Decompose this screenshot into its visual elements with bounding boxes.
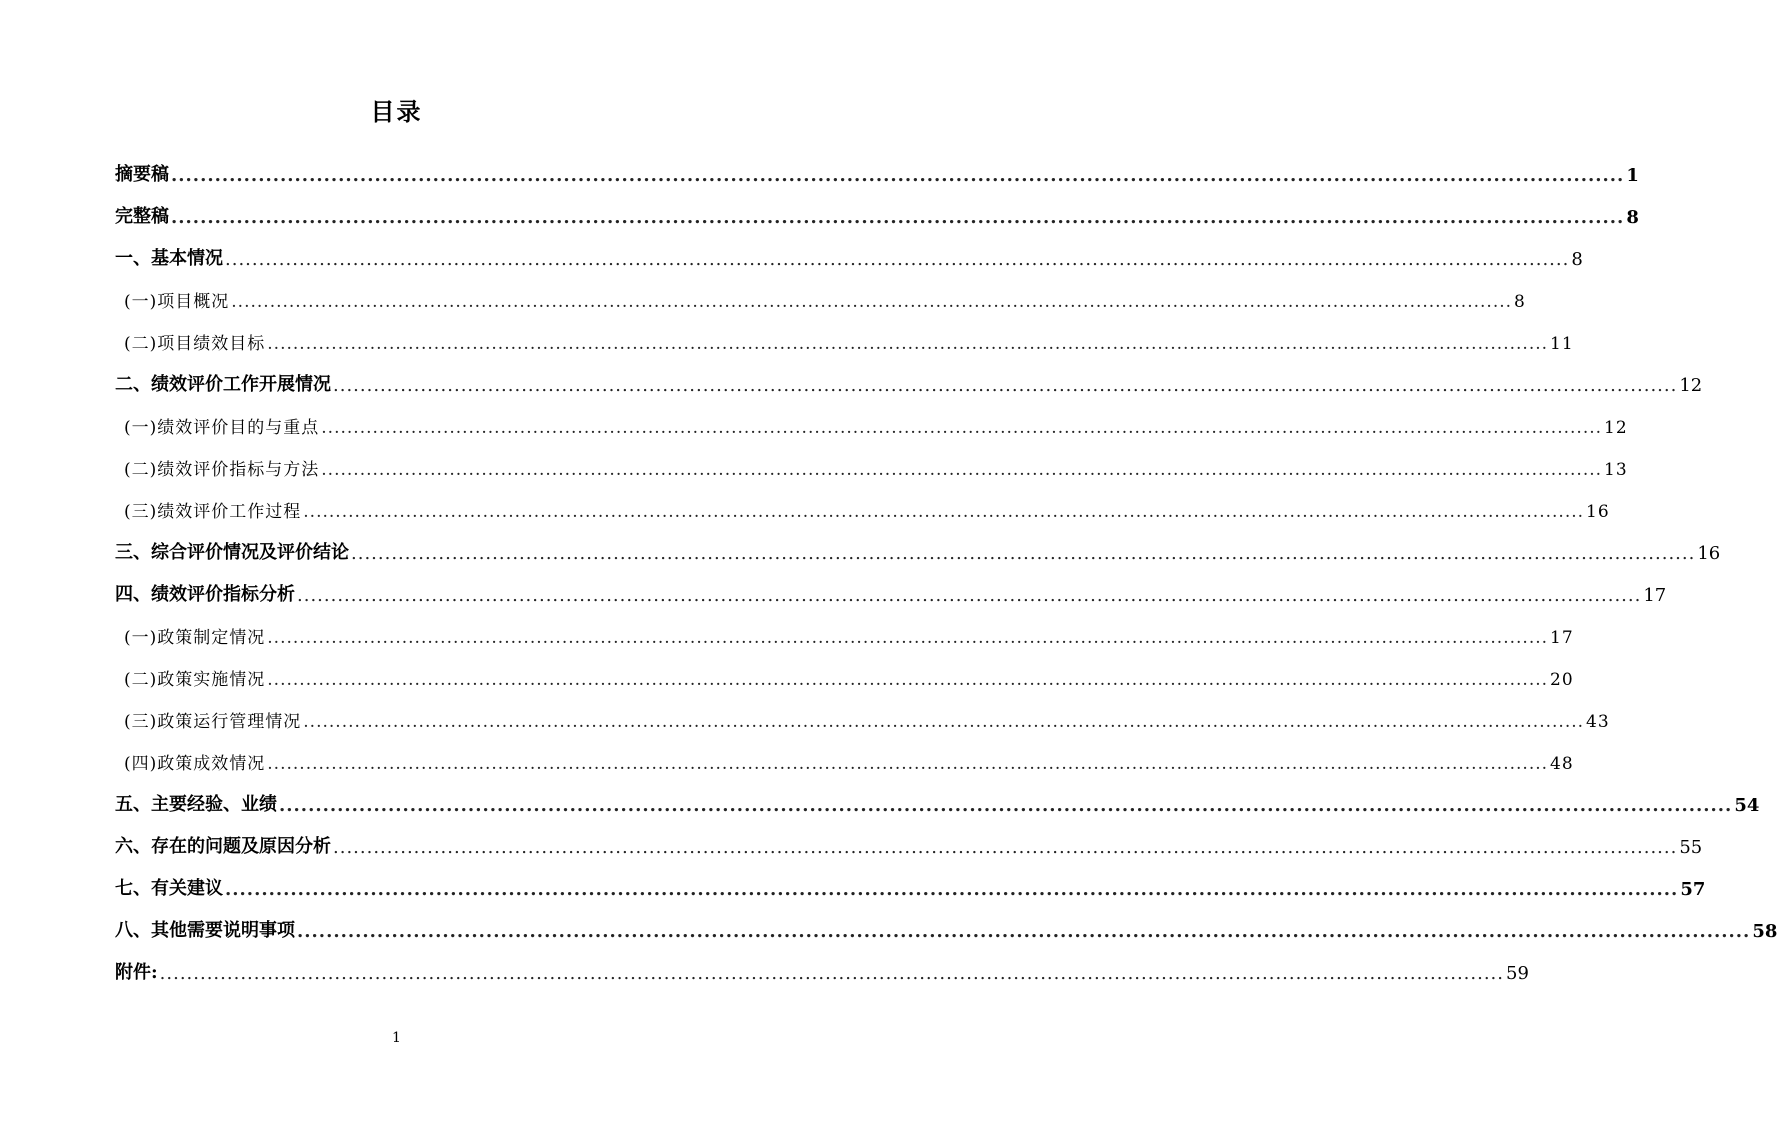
toc-entry[interactable] (115, 494, 1610, 522)
toc-entry-page: 57 (1680, 879, 1706, 900)
toc-entry[interactable] (115, 452, 1628, 480)
page-number: 1 (392, 1030, 401, 1046)
toc-entry-label: (二)项目绩效目标 (124, 334, 266, 354)
toc-dot-leader: ........................................................................................................................................................................................................ (333, 375, 1678, 396)
toc-dot-leader: ........................................................................................................................................................................................................ (297, 585, 1642, 606)
toc-dot-leader: ........................................................................................................................................................................................................ (303, 712, 1585, 732)
toc-title: 目录 (370, 97, 423, 126)
toc-entry-label: 六、存在的问题及原因分析 (115, 836, 331, 857)
toc-dot-leader: ........................................................................................................................................................................................................ (171, 207, 1625, 228)
toc-dot-leader: ........................................................................................................................................................................................................ (267, 628, 1549, 648)
toc-entry-label: 一、基本情况 (115, 248, 223, 269)
toc-entry[interactable] (115, 662, 1574, 690)
toc-entry-label: (一)绩效评价目的与重点 (124, 418, 320, 438)
toc-entry[interactable] (115, 284, 1526, 312)
toc-entry[interactable] (115, 578, 1667, 606)
toc-entry[interactable] (115, 158, 1639, 186)
toc-entry[interactable] (115, 410, 1628, 438)
toc-entry-page: 8 (1626, 207, 1639, 228)
toc-entry-label: (二)绩效评价指标与方法 (124, 460, 320, 480)
toc-entry-label: (三)绩效评价工作过程 (124, 502, 302, 522)
toc-entry[interactable] (115, 746, 1574, 774)
toc-entry[interactable] (115, 788, 1760, 816)
toc-entry-page: 20 (1550, 670, 1574, 690)
toc-entry-page: 16 (1697, 543, 1721, 564)
toc-entry-page: 48 (1550, 754, 1574, 774)
toc-entry-page: 12 (1679, 375, 1703, 396)
toc-entry[interactable] (115, 830, 1703, 858)
toc-entry-label: (二)政策实施情况 (124, 670, 266, 690)
toc-entry[interactable] (115, 704, 1610, 732)
toc-entry-label: 八、其他需要说明事项 (115, 920, 295, 941)
toc-dot-leader: ........................................................................................................................................................................................................ (267, 670, 1549, 690)
toc-dot-leader: ........................................................................................................................................................................................................ (279, 795, 1733, 816)
toc-entry[interactable] (115, 368, 1703, 396)
toc-entry-label: 三、综合评价情况及评价结论 (115, 542, 349, 563)
toc-entry-page: 58 (1752, 921, 1777, 942)
toc-entry-label: 完整稿 (115, 206, 169, 227)
toc-entry-page: 16 (1586, 502, 1610, 522)
toc-entry[interactable] (115, 914, 1777, 942)
toc-entry-label: 附件: (115, 962, 158, 983)
toc-entry-label: (一)项目概况 (124, 292, 230, 312)
toc-entry-page: 55 (1679, 837, 1703, 858)
toc-entry-page: 17 (1643, 585, 1667, 606)
toc-dot-leader: ........................................................................................................................................................................................................ (303, 502, 1585, 522)
toc-dot-leader: ........................................................................................................................................................................................................ (225, 879, 1679, 900)
toc-entry-label: 摘要稿 (115, 164, 169, 185)
toc-dot-leader: ........................................................................................................................................................................................................ (333, 837, 1678, 858)
toc-entry-page: 12 (1604, 418, 1628, 438)
toc-entry-label: 七、有关建议 (115, 878, 223, 899)
toc-entry-page: 43 (1586, 712, 1610, 732)
toc-dot-leader: ........................................................................................................................................................................................................ (231, 292, 1513, 312)
toc-dot-leader: ........................................................................................................................................................................................................ (267, 334, 1549, 354)
toc-dot-leader: ........................................................................................................................................................................................................ (321, 418, 1603, 438)
toc-entry-label: (四)政策成效情况 (124, 754, 266, 774)
toc-entry[interactable] (115, 536, 1721, 564)
toc-entry-page: 17 (1550, 628, 1574, 648)
toc-entry[interactable] (115, 242, 1583, 270)
toc-entry-page: 13 (1604, 460, 1628, 480)
toc-entry-label: 二、绩效评价工作开展情况 (115, 374, 331, 395)
toc-entry-page: 8 (1514, 292, 1526, 312)
toc-entry-label: 五、主要经验、业绩 (115, 794, 277, 815)
toc-entry-label: (三)政策运行管理情况 (124, 712, 302, 732)
toc-entry-page: 11 (1550, 334, 1574, 354)
toc-entry[interactable] (115, 200, 1639, 228)
toc-dot-leader: ........................................................................................................................................................................................................ (297, 921, 1751, 942)
toc-dot-leader: ........................................................................................................................................................................................................ (351, 543, 1696, 564)
toc-dot-leader: ........................................................................................................................................................................................................ (159, 963, 1504, 984)
toc-entry-page: 1 (1626, 165, 1639, 186)
toc-dot-leader: ........................................................................................................................................................................................................ (267, 754, 1549, 774)
toc-dot-leader: ........................................................................................................................................................................................................ (225, 249, 1570, 270)
toc-dot-leader: ........................................................................................................................................................................................................ (321, 460, 1603, 480)
toc-entry[interactable] (115, 620, 1574, 648)
toc-entry-page: 54 (1734, 795, 1760, 816)
toc-entry-label: (一)政策制定情况 (124, 628, 266, 648)
toc-entry[interactable] (115, 956, 1529, 984)
toc-entry[interactable] (115, 872, 1706, 900)
toc-entry[interactable] (115, 326, 1574, 354)
toc-entry-label: 四、绩效评价指标分析 (115, 584, 295, 605)
toc-dot-leader: ........................................................................................................................................................................................................ (171, 165, 1625, 186)
toc-entry-page: 59 (1506, 963, 1529, 984)
toc-entry-page: 8 (1571, 249, 1583, 270)
